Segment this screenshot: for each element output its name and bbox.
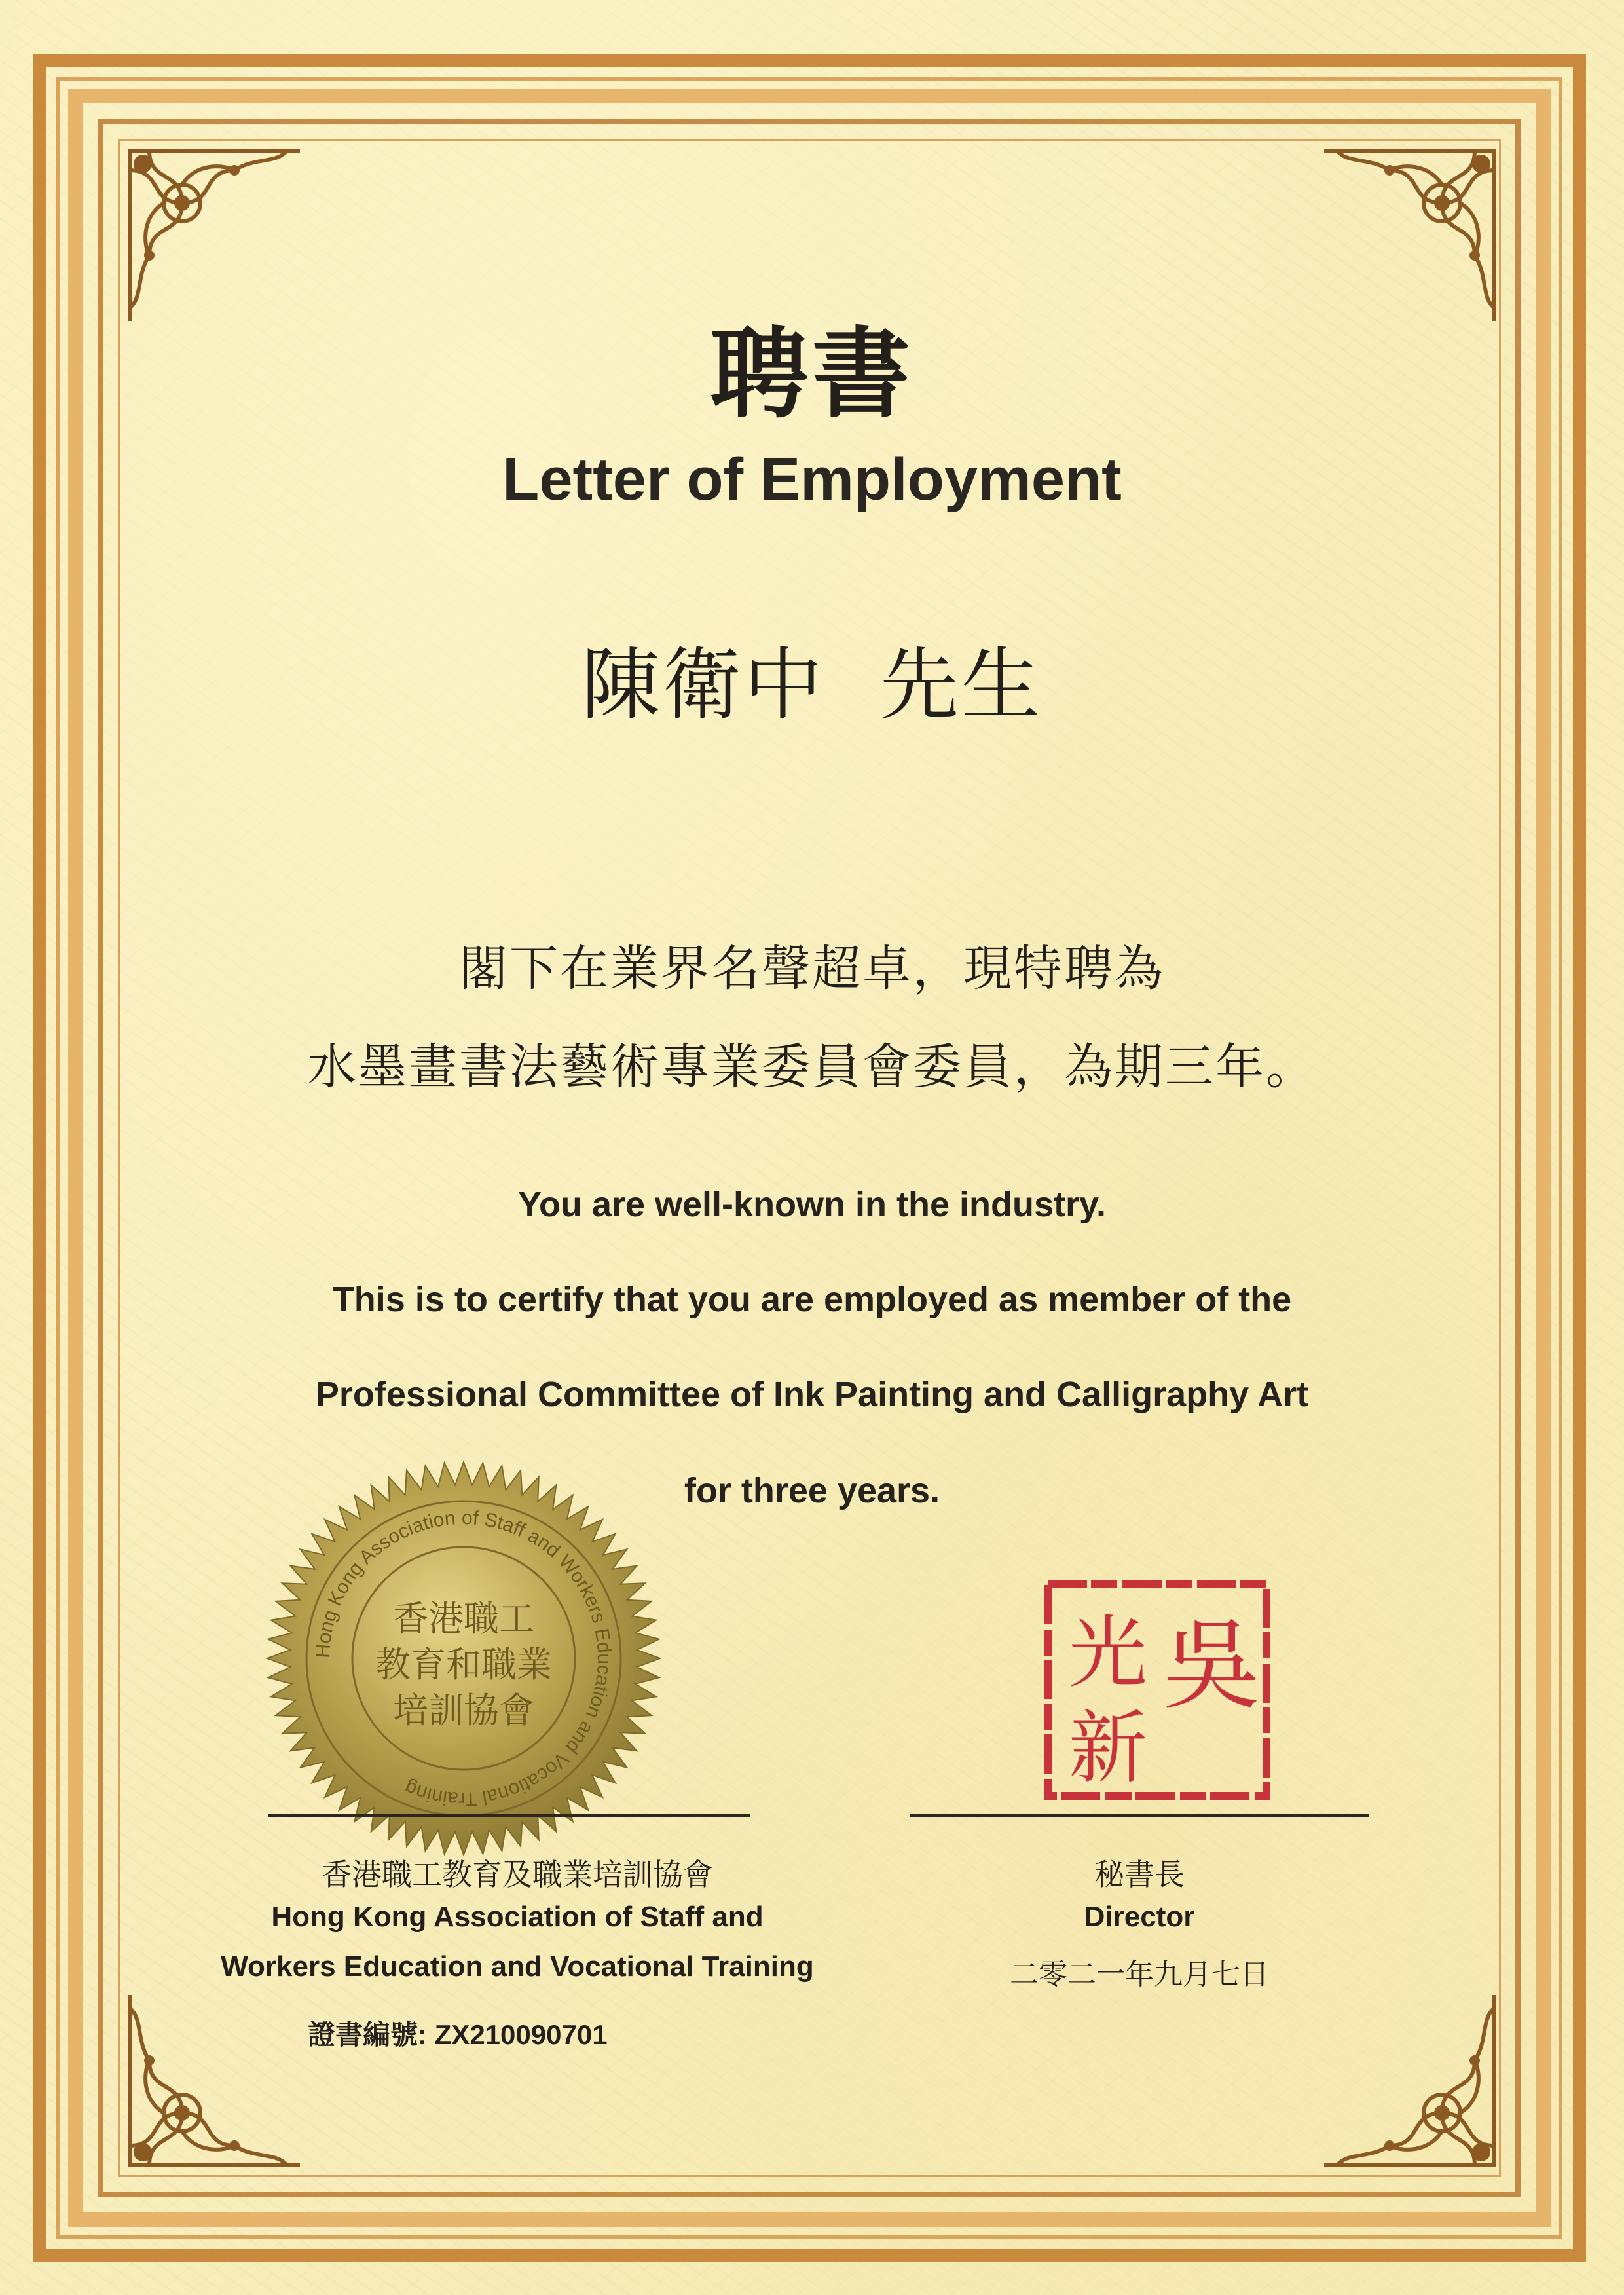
issuer-name-chinese: 香港職工教育及職業培訓協會 <box>322 1857 713 1892</box>
body-chinese-line-2: 水墨畫書法藝術專業委員會委員，為期三年。 <box>308 1039 1316 1095</box>
stamp-char-3: 新 <box>1069 1703 1147 1794</box>
seal-center-line-3: 培訓協會 <box>393 1690 534 1731</box>
body-english-line-1: You are well-known in the industry. <box>517 1185 1107 1224</box>
issuer-name-english-line-1: Hong Kong Association of Staff and <box>271 1901 764 1933</box>
signature-line-right <box>910 1814 1369 1817</box>
signatory-title-english: Director <box>1084 1901 1195 1933</box>
body-english-line-3: Professional Committee of Ink Painting and Calligraphy Art <box>315 1375 1309 1414</box>
seal-center-line-2: 教育和職業 <box>375 1644 552 1685</box>
issuer-name-english-line-2: Workers Education and Vocational Training <box>221 1950 814 1983</box>
gold-seal <box>261 1455 667 1861</box>
corner-ornament-bottom-left <box>123 1988 306 2172</box>
body-english-line-4: for three years. <box>684 1471 940 1510</box>
red-name-stamp <box>1043 1578 1272 1801</box>
corner-ornament-bottom-right <box>1318 1988 1501 2172</box>
certificate-number: 證書編號: ZX210090701 <box>308 2019 608 2050</box>
title-english: Letter of Employment <box>502 446 1122 513</box>
signatory-title-chinese: 秘書長 <box>1094 1857 1185 1892</box>
signature-line-left <box>268 1814 750 1817</box>
stamp-char-1: 吳 <box>1162 1609 1261 1723</box>
seal-ring-text: Hong Kong Association of Staff and Workers Education and Vocational Training <box>312 1506 616 1810</box>
body-english-line-2: This is to certify that you are employed as member of the <box>332 1280 1292 1319</box>
title-chinese: 聘書 <box>709 316 914 432</box>
recipient-name: 陳衛中 先生 <box>581 640 1043 731</box>
body-chinese-line-1: 閣下在業界名聲超卓，現特聘為 <box>459 941 1165 997</box>
issue-date: 二零二一年九月七日 <box>1010 1958 1269 1991</box>
stamp-char-2: 光 <box>1069 1608 1147 1699</box>
seal-center-line-1: 香港職工 <box>393 1598 534 1639</box>
